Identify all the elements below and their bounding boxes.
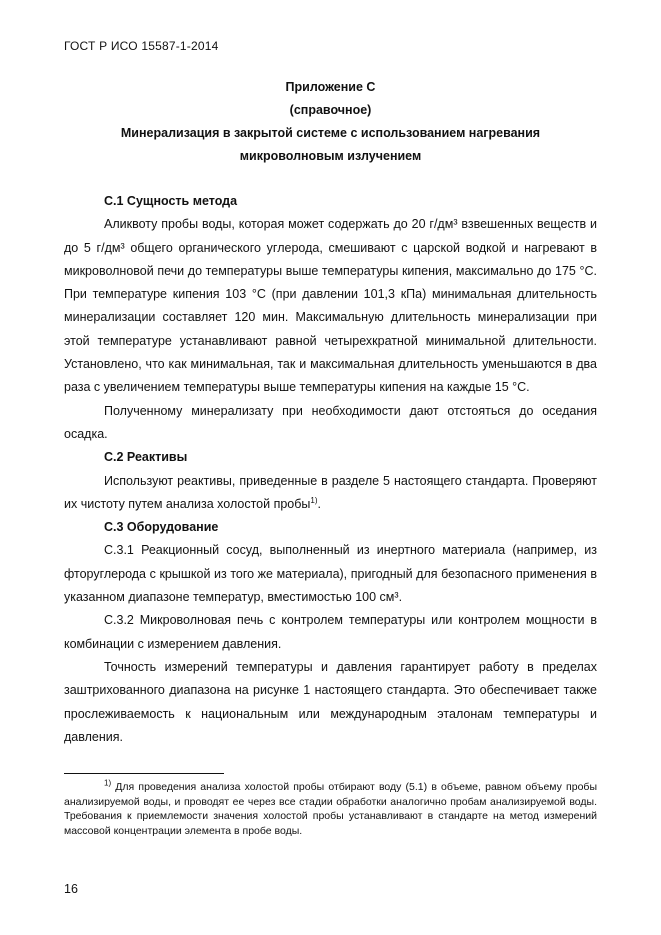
footnote-marker: 1)	[104, 778, 112, 788]
section-heading-c3: С.3 Оборудование	[104, 520, 219, 535]
paragraph-c3-2: С.3.2 Микроволновая печь с контролем температуры или контролем мощности в комбинации с измерением давления.	[64, 613, 597, 651]
paragraph-c2-1-text: Используют реактивы, приведенные в разделе 5 настоящего стандарта. Проверяют их чистоту путем анализа холостой пробы	[64, 473, 597, 511]
section-heading-c2: С.2 Реактивы	[104, 450, 188, 465]
footnote-text: Для проведения анализа холостой пробы отбирают воду (5.1) в объеме, равном объему пробы анализируемой воды, и проводят ее через все стадии обработки аналогично пробам анализируемой воды. Требования к приемлемости значения холостой пробы устанавливают в стандарте на метод измерений массовой концентрации элемента в пробе воды.	[64, 781, 597, 837]
appendix-note: (справочное)	[289, 103, 372, 117]
section-heading-c1: С.1 Сущность метода	[104, 194, 238, 208]
appendix-title-line-2: микроволновым излучением	[239, 149, 422, 163]
page-number: 16	[64, 882, 78, 896]
footnote	[64, 780, 597, 838]
paragraph-c1-2: Полученному минерализату при необходимости дают отстояться до оседания осадка.	[64, 403, 597, 441]
paragraph-c3-1: С.3.1 Реакционный сосуд, выполненный из инертного материала (например, из фторуглерода с крышкой из того же материала), пригодный для безопасного применения в указанном диапазоне температур, вместимостью 100 см³.	[64, 543, 597, 605]
footnote-ref: 1)	[310, 495, 318, 505]
document-body	[64, 190, 597, 749]
paragraph-c3-3: Точность измерений температуры и давления гарантирует работу в пределах заштрихованного диапазона на рисунке 1 настоящего стандарта. Это обеспечивает также прослеживаемость к национальным или международным эталонам температуры и давления.	[64, 659, 597, 744]
standard-code: ГОСТ Р ИСО 15587-1-2014	[64, 39, 219, 53]
appendix-title-line-1: Минерализация в закрытой системе с использованием нагревания	[120, 126, 541, 140]
paragraph-c2-1-end: .	[317, 496, 322, 511]
appendix-title-block	[64, 76, 597, 168]
paragraph-c1-1: Аликвоту пробы воды, которая может содержать до 20 г/дм³ взвешенных веществ и до 5 г/дм³ общего органического углерода, смешивают с царской водкой и нагревают в микроволновой печи до температуры выше температуры кипения, максимально до 175 °С. При температуре кипения 103 °С (при давлении 101,3 кПа) минимальная длительность минерализации составляет 120 мин. Максимальную длительность минерализации при этой температуре устанавливают равной четырехкратной минимальной длительности. Установлено, что как минимальная, так и максимальная длительность уменьшаются в два раза с увеличением температуры выше температуры кипения на каждые 15 °С.	[64, 217, 597, 395]
footnote-divider	[64, 773, 224, 774]
paragraph-c2-1	[64, 470, 597, 517]
appendix-label: Приложение С	[285, 80, 376, 94]
